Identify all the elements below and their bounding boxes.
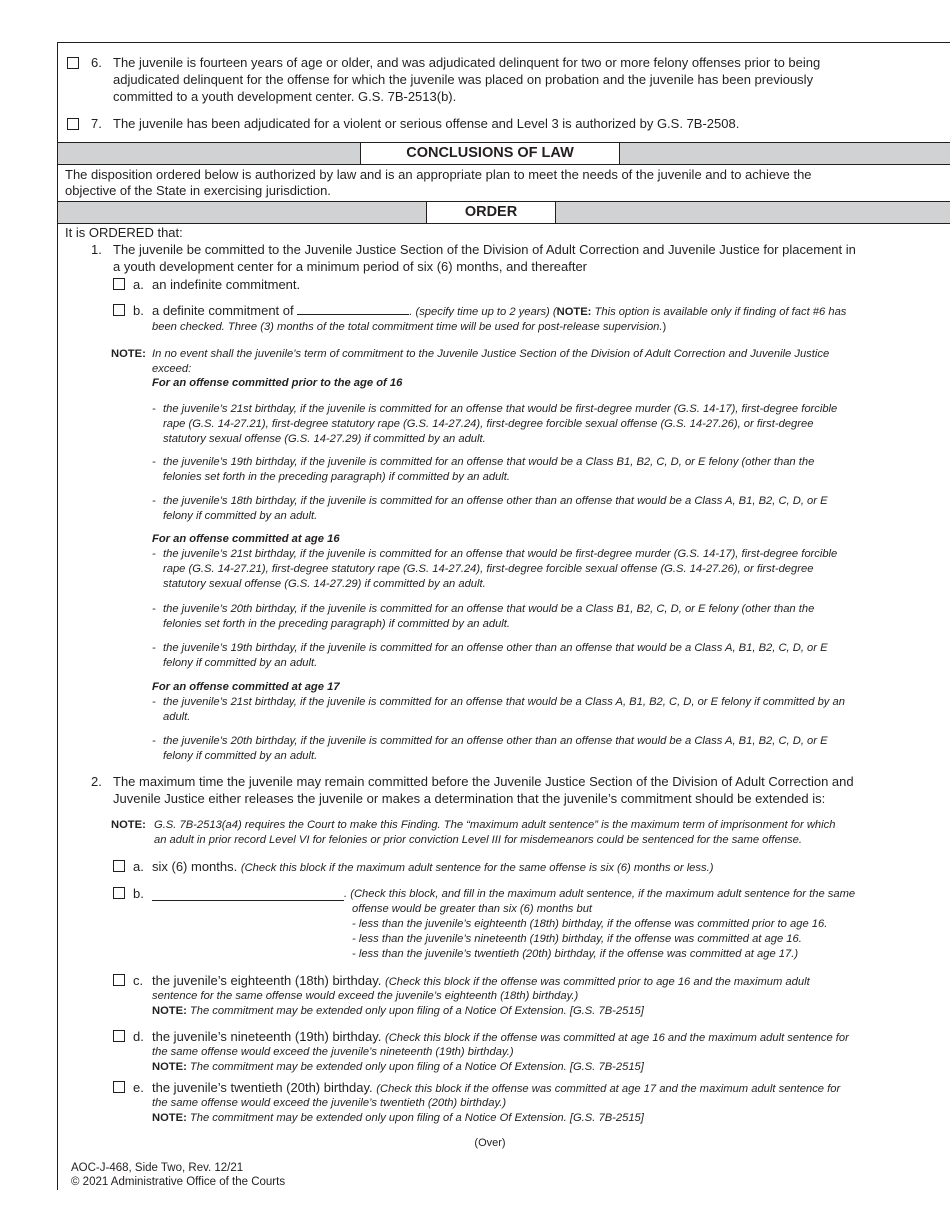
order-1-line-2: a youth development center for a minimum period of six (6) months, and thereafter — [113, 259, 588, 274]
order-title: ORDER — [426, 202, 556, 223]
order-2d-checkbox[interactable] — [113, 1030, 125, 1042]
page-frame-top — [57, 42, 950, 43]
order-2a-letter: a. — [133, 859, 144, 874]
order-2c-checkbox[interactable] — [113, 974, 125, 986]
order-1b-duration-blank[interactable] — [297, 303, 409, 315]
order-2d-note — [152, 1060, 644, 1075]
order-2d-hint-2: the same offense would exceed the juvenile’s nineteenth (19th) birthday.) — [152, 1046, 514, 1058]
order-2c-note-text: The commitment may be extended only upon filing of a Notice Of Extension. [G.S. 7B-2515] — [189, 1005, 644, 1017]
order-2e-checkbox[interactable] — [113, 1081, 125, 1093]
order-section-bar — [58, 201, 950, 224]
order-2c-note — [152, 1004, 644, 1019]
order-1b-line-2-text: been checked. Three (3) months of the total commitment time will be used for post-release supervision. — [152, 321, 663, 333]
order-2a-checkbox[interactable] — [113, 860, 125, 872]
order-1b-line-1 — [152, 303, 846, 320]
order-2-note-label: NOTE: — [111, 819, 146, 831]
order-2c-hint-2: sentence for the same offense would exceed the juvenile’s eighteenth (18th) birthday.) — [152, 990, 579, 1002]
order-2e-line-1 — [152, 1080, 840, 1097]
order-2e-text: the juvenile’s twentieth (20th) birthday. — [152, 1080, 373, 1095]
order-2b-hint-line-2: offense would be greater than six (6) months but — [352, 903, 593, 915]
order-1b-line-2 — [152, 320, 666, 335]
order-2d-text: the juvenile’s nineteenth (19th) birthday. — [152, 1029, 382, 1044]
order-2c-text: the juvenile’s eighteenth (18th) birthday. — [152, 973, 382, 988]
order-2b-sentence-blank[interactable] — [152, 887, 344, 901]
order-1b-line-2-close: ) — [662, 321, 667, 333]
order-2c-note-label: NOTE: — [152, 1005, 187, 1017]
copyright: © 2021 Administrative Office of the Courts — [71, 1176, 286, 1188]
order-1a-letter: a. — [133, 277, 144, 292]
order-1-line-1: The juvenile be committed to the Juvenile Justice Section of the Division of Adult Correction and Juvenile Justice for placement in — [113, 242, 856, 257]
order-2d-hint-1: (Check this block if the offense was committed at age 16 and the maximum adult sentence for — [384, 1032, 849, 1044]
order-2d-note-text: The commitment may be extended only upon filing of a Notice Of Extension. [G.S. 7B-2515] — [189, 1061, 644, 1073]
order-2e-hint-1: (Check this block if the offense was committed at age 17 and the maximum adult sentence for — [376, 1083, 841, 1095]
order-2c-letter: c. — [133, 973, 144, 988]
group-age-17-heading: For an offense committed at age 17 — [152, 681, 340, 693]
group-age-16-heading: For an offense committed at age 16 — [152, 533, 340, 545]
order-2c-hint-1: (Check this block if the offense was committed prior to age 16 and the maximum adult — [384, 976, 810, 988]
order-2a-line — [152, 859, 713, 876]
order-1b-note-text: This option is available only if finding of fact #6 has — [591, 306, 847, 318]
order-2e-note-label: NOTE: — [152, 1112, 187, 1124]
order-2d-note-label: NOTE: — [152, 1061, 187, 1073]
order-2b-hint-line-5: - less than the juvenile’s twentieth (20th) birthday, if the offense was committed at age 17.) — [352, 948, 799, 960]
finding-7-checkbox[interactable] — [67, 118, 79, 130]
order-2b-hint-line-1: . (Check this block, and fill in the maximum adult sentence, if the maximum adult sentence for the same — [344, 888, 856, 900]
order-2a-hint: (Check this block if the maximum adult sentence for the same offense is six (6) months or less.) — [240, 862, 714, 874]
order-2e-hint-2: the same offense would exceed the juvenile’s twentieth (20th) birthday.) — [152, 1097, 507, 1109]
order-2e-note-text: The commitment may be extended only upon filing of a Notice Of Extension. [G.S. 7B-2515] — [189, 1112, 644, 1124]
finding-6-number: 6. — [91, 55, 102, 70]
order-2e-letter: e. — [133, 1080, 144, 1095]
order-2a-text: six (6) months. — [152, 859, 238, 874]
order-1b-after: . (specify time up to 2 years) ( — [409, 306, 557, 318]
order-2-number: 2. — [91, 774, 102, 789]
order-1b-text: a definite commitment of — [152, 303, 294, 318]
finding-7-text: The juvenile has been adjudicated for a violent or serious offense and Level 3 is authorized by G.S. 7B-2508. — [113, 116, 740, 131]
over-marker: (Over) — [474, 1137, 506, 1149]
conclusions-line-2: objective of the State in exercising jurisdiction. — [65, 183, 331, 198]
order-1b-note-label: NOTE: — [556, 306, 592, 318]
finding-6-line-3: committed to a youth development center. G.S. 7B-2513(b). — [113, 89, 457, 104]
conclusions-section-bar — [58, 142, 950, 165]
order-intro: It is ORDERED that: — [65, 225, 183, 240]
order-2b-checkbox[interactable] — [113, 887, 125, 899]
order-2e-note — [152, 1111, 644, 1126]
order-1b-letter: b. — [133, 303, 144, 318]
finding-6-line-2: adjudicated delinquent for the offense for which the juvenile was placed on probation and the juvenile has been previously — [113, 72, 814, 87]
finding-7-number: 7. — [91, 116, 102, 131]
form-id: AOC-J-468, Side Two, Rev. 12/21 — [71, 1162, 244, 1174]
order-1-number: 1. — [91, 242, 102, 257]
order-1-note-line-1: In no event shall the juvenile’s term of commitment to the Juvenile Justice Section of the Division of Adult Correction and Juvenile Justice — [152, 348, 830, 360]
order-1-note-line-2: exceed: — [152, 363, 192, 375]
order-2b-letter: b. — [133, 886, 144, 901]
order-1b-checkbox[interactable] — [113, 304, 125, 316]
group-prior-16-heading: For an offense committed prior to the age of 16 — [152, 377, 403, 389]
order-2-note-line-1: G.S. 7B-2513(a4) requires the Court to make this Finding. The “maximum adult sentence” is the maximum term of imprisonment for which — [154, 819, 836, 831]
order-2b-hint-line-4: - less than the juvenile’s nineteenth (19th) birthday, if the offense was committed at age 16. — [352, 933, 802, 945]
conclusions-title: CONCLUSIONS OF LAW — [360, 143, 620, 164]
order-2b-hint-line-3: - less than the juvenile’s eighteenth (18th) birthday, if the offense was committed prior to age 16. — [352, 918, 828, 930]
order-1a-text: an indefinite commitment. — [152, 277, 301, 292]
order-1a-checkbox[interactable] — [113, 278, 125, 290]
order-2c-line-1 — [152, 973, 810, 990]
order-2-note-line-2: an adult in prior record Level VI for felonies or prior conviction Level III for misdemeanors could be sentenced for the same offense. — [154, 834, 802, 846]
order-1-note-label: NOTE: — [111, 348, 146, 360]
conclusions-line-1: The disposition ordered below is authorized by law and is an appropriate plan to meet the needs of the juvenile and to achieve the — [65, 167, 812, 182]
finding-6-checkbox[interactable] — [67, 57, 79, 69]
finding-6-line-1: The juvenile is fourteen years of age or older, and was adjudicated delinquent for two or more felony offenses prior to being — [113, 55, 821, 70]
order-2-line-2: Juvenile Justice either releases the juvenile or makes a determination that the juvenile’s commitment should be extended is: — [113, 791, 826, 806]
order-2d-letter: d. — [133, 1029, 144, 1044]
order-2d-line-1 — [152, 1029, 849, 1046]
order-2-line-1: The maximum time the juvenile may remain committed before the Juvenile Justice Section of the Division of Adult Correction and — [113, 774, 854, 789]
